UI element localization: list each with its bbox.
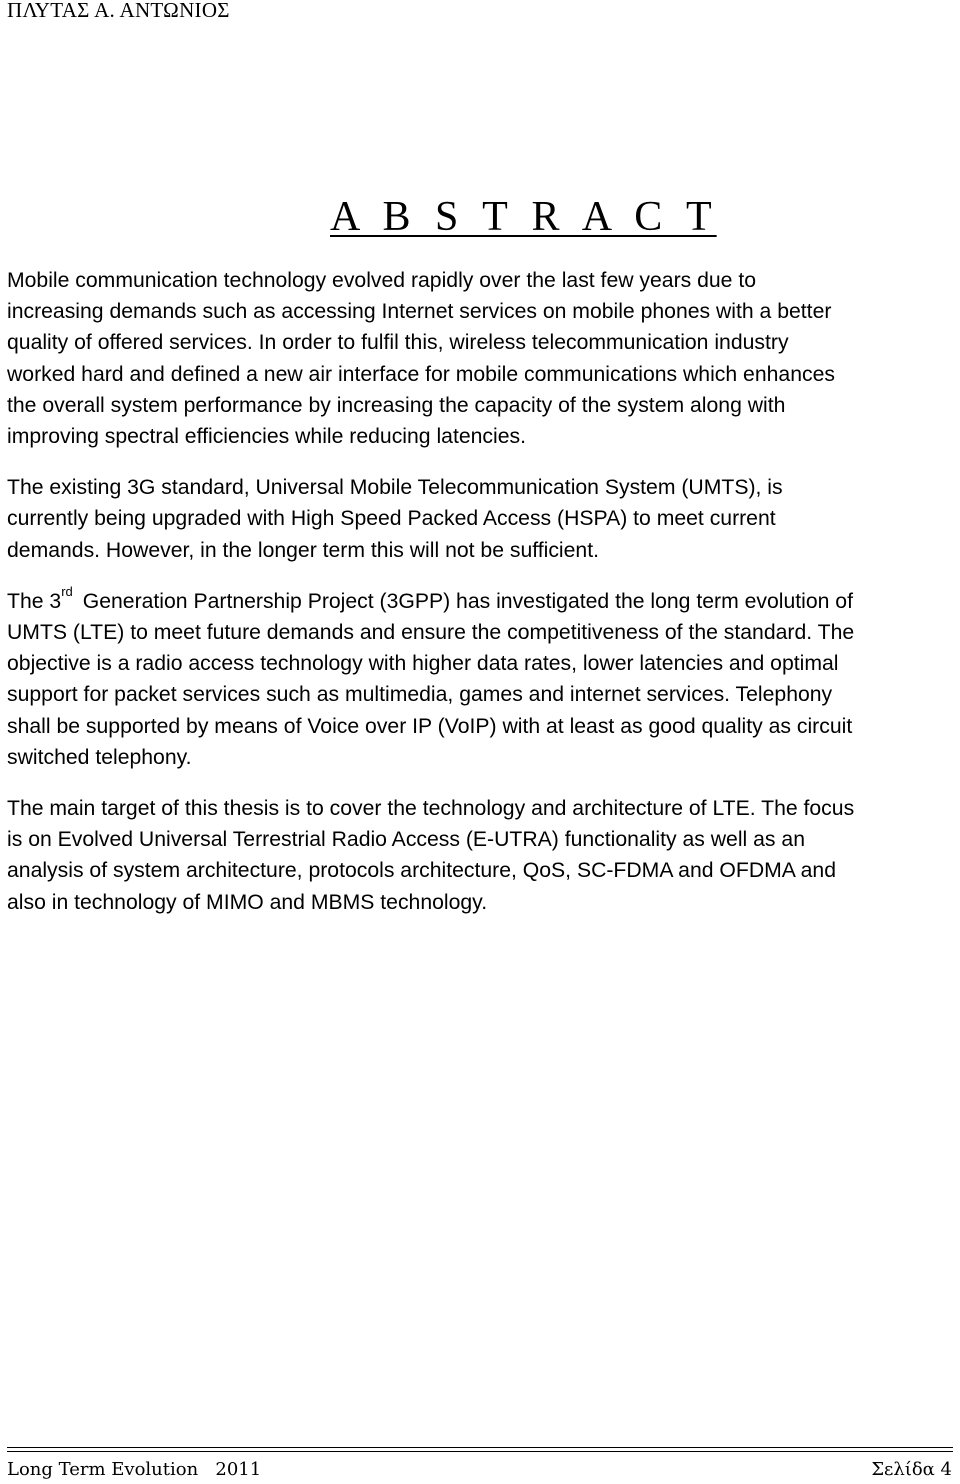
- text-line: shall be supported by means of Voice over IP (VoIP) with at least as good quality as circuit: [7, 714, 853, 738]
- text-line-with-superscript: [7, 583, 953, 617]
- running-header-author: ΠΛΥΤΑΣ Α. ΑΝΤΩΝΙΟΣ: [7, 0, 230, 22]
- abstract-paragraph-2: [7, 472, 953, 566]
- text-line: quality of offered services. In order to fulfil this, wireless telecommunication industry: [7, 331, 789, 355]
- text-line: currently being upgraded with High Speed Packed Access (HSPA) to meet current: [7, 507, 776, 531]
- text-line: demands. However, in the longer term this will not be sufficient.: [7, 538, 599, 562]
- footer-rule: [7, 1451, 953, 1452]
- text-line: objective is a radio access technology with higher data rates, lower latencies and optimal: [7, 652, 839, 676]
- text-line: support for packet services such as multimedia, games and internet services. Telephony: [7, 683, 833, 707]
- text-line: increasing demands such as accessing Internet services on mobile phones with a better: [7, 300, 832, 324]
- ordinal-superscript: rd: [61, 583, 73, 599]
- text-line: analysis of system architecture, protocols architecture, QoS, SC-FDMA and OFDMA and: [7, 859, 836, 883]
- text-line: improving spectral efficiencies while reducing latencies.: [7, 425, 526, 449]
- text-line: the overall system performance by increasing the capacity of the system along with: [7, 393, 786, 417]
- abstract-paragraph-1: [7, 265, 953, 452]
- text-line: is on Evolved Universal Terrestrial Radio Access (E-UTRA) functionality as well as an: [7, 828, 805, 852]
- ordinal-line-rest: Generation Partnership Project (3GPP) has investigated the long term evolution of: [82, 589, 853, 613]
- text-line: switched telephony.: [7, 745, 192, 769]
- ordinal-prefix: The 3: [7, 589, 62, 613]
- text-line: also in technology of MIMO and MBMS technology.: [7, 890, 488, 914]
- abstract-body: [7, 265, 953, 938]
- text-line: The existing 3G standard, Universal Mobile Telecommunication System (UMTS), is: [7, 476, 783, 500]
- text-line: UMTS (LTE) to meet future demands and ensure the competitiveness of the standard. The: [7, 621, 855, 645]
- footer-page-number: Σελίδα 4: [871, 1459, 952, 1480]
- footer-document-title: Long Term Evolution 2011: [7, 1459, 262, 1480]
- footer-rule: [7, 1447, 953, 1448]
- abstract-paragraph-4: [7, 793, 953, 918]
- text-line: worked hard and defined a new air interface for mobile communications which enhances: [7, 362, 835, 386]
- abstract-paragraph-3: [7, 583, 953, 773]
- text-line: Mobile communication technology evolved rapidly over the last few years due to: [7, 269, 757, 292]
- text-line: The main target of this thesis is to cover the technology and architecture of LTE. The focus: [7, 797, 855, 821]
- page-title: A B S T R A C T: [330, 194, 717, 240]
